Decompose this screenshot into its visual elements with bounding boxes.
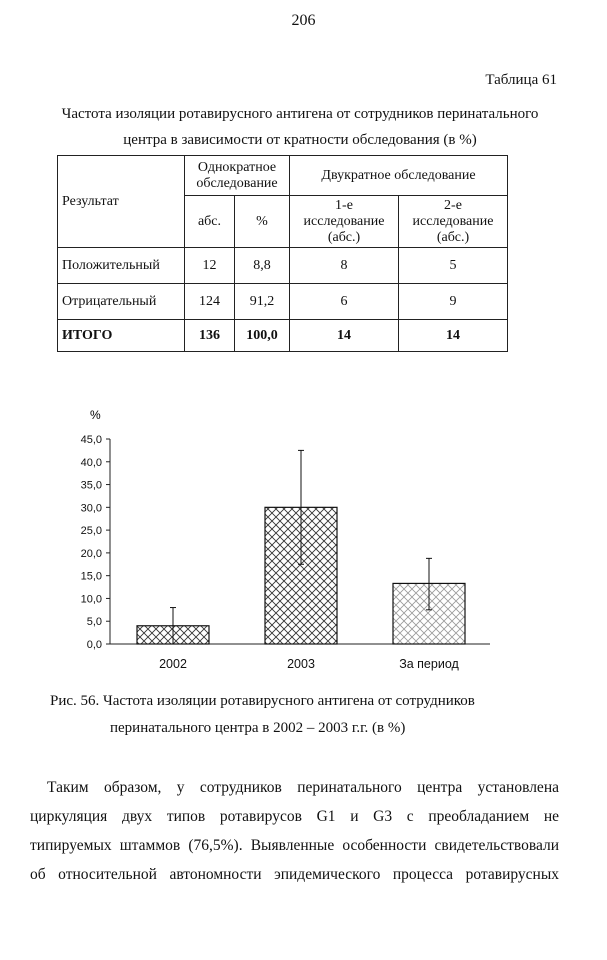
- cell: 100,0: [235, 320, 290, 352]
- table-row: [58, 248, 508, 284]
- figure-caption: [40, 688, 570, 742]
- x-labels: [159, 657, 459, 671]
- table-row-total: [58, 320, 508, 352]
- cell: 136: [185, 320, 235, 352]
- figure-caption-line-1: Рис. 56. Частота изоляции ротавирусного антигена от сотрудников: [50, 693, 475, 709]
- y-tick-label: 10,0: [80, 593, 102, 606]
- body-paragraph: [30, 773, 559, 889]
- page-number: 206: [291, 12, 316, 29]
- x-tick-label: 2002: [159, 657, 187, 671]
- table-caption-line-2: центра в зависимости от кратности обследования (в %): [123, 132, 477, 148]
- y-axis-unit: %: [90, 408, 101, 422]
- table-caption-line-1: Частота изоляции ротавирусного антигена от сотрудников перинатального: [61, 106, 539, 122]
- header-percent: %: [235, 196, 290, 248]
- y-tick-label: 25,0: [80, 525, 102, 538]
- row-label: Отрицательный: [58, 284, 185, 320]
- header-result: Результат: [58, 156, 185, 248]
- body-line-2: циркуляция двух типов ротавирусов G1 и G3 с преобладанием не: [30, 808, 559, 825]
- y-tick-label: 0,0: [86, 639, 102, 651]
- table-caption: [30, 101, 570, 153]
- body-line-1: Таким образом, у сотрудников перинатального центра установлена: [47, 779, 559, 796]
- cell: 5: [399, 248, 508, 284]
- cell: 12: [185, 248, 235, 284]
- header-single: Однократное обследование: [185, 156, 290, 196]
- y-tick-label: 20,0: [80, 547, 102, 560]
- y-tick-label: 45,0: [80, 434, 102, 446]
- table-label: Таблица 61: [485, 72, 557, 88]
- cell: 8,8: [235, 248, 290, 284]
- figure-caption-line-2: перинатального центра в 2002 – 2003 г.г. (в %): [110, 720, 406, 736]
- cell: 14: [399, 320, 508, 352]
- x-tick-label: 2003: [287, 657, 315, 671]
- cell: 14: [290, 320, 399, 352]
- y-ticks: [81, 434, 110, 651]
- header-double: Двукратное обследование: [290, 156, 508, 196]
- table-row: [58, 284, 508, 320]
- header-abs: абс.: [185, 196, 235, 248]
- cell: 91,2: [235, 284, 290, 320]
- cell: 6: [290, 284, 399, 320]
- row-label: Положительный: [58, 248, 185, 284]
- header-first: 1-е исследование (абс.): [290, 196, 399, 248]
- y-tick-label: 30,0: [80, 502, 102, 515]
- cell: 124: [185, 284, 235, 320]
- row-label: ИТОГО: [58, 320, 185, 352]
- x-tick-label: За период: [399, 657, 459, 671]
- header-second: 2-е исследование (абс.): [399, 196, 508, 248]
- body-line-3: типируемых штаммов (76,5%). Выявленные особенности свидетельствовали: [30, 837, 559, 854]
- y-tick-label: 5,0: [86, 616, 102, 629]
- cell: 8: [290, 248, 399, 284]
- cell: 9: [399, 284, 508, 320]
- bars: [137, 450, 465, 644]
- body-line-4: об относительной автономности эпидемического процесса ротавирусных: [30, 866, 559, 883]
- bar-chart: [60, 405, 520, 675]
- y-tick-label: 35,0: [80, 479, 102, 492]
- y-tick-label: 15,0: [80, 570, 102, 583]
- y-tick-label: 40,0: [80, 456, 102, 469]
- results-table: [57, 155, 508, 352]
